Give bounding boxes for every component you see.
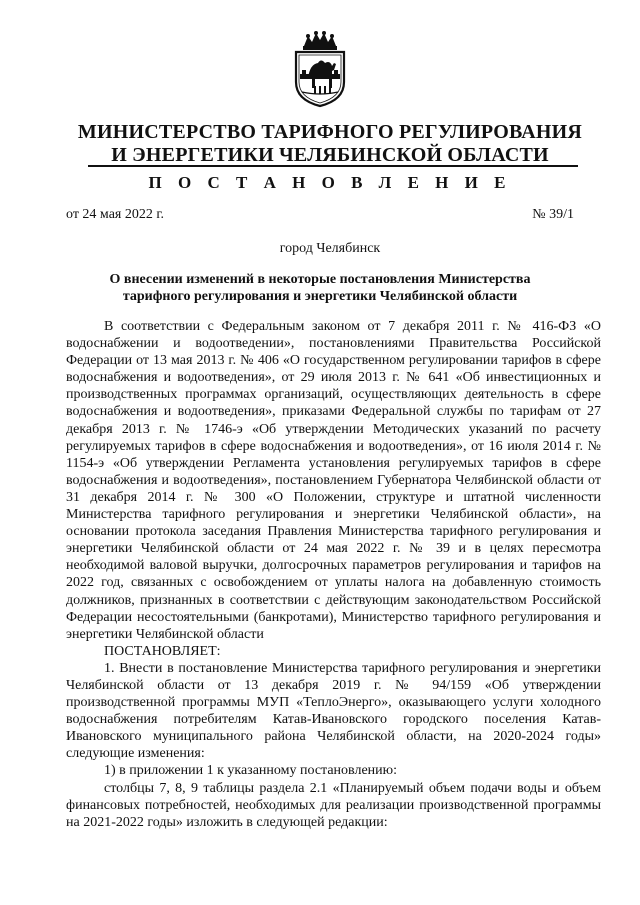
document-type-title: П О С Т А Н О В Л Е Н И Е: [148, 173, 512, 192]
subitem-1-text-paragraph: столбцы 7, 8, 9 таблицы раздела 2.1 «Планируемый объем подачи воды и объем финансовых потребностей, необходимых для реализации производственной программы на 2021-2022 годы» изложить в следующей редакции:: [66, 780, 601, 830]
ministry-name-line1: МИНИСТЕРСТВО ТАРИФНОГО РЕГУЛИРОВАНИЯ: [77, 121, 583, 143]
document-city: город Челябинск: [279, 241, 381, 256]
coat-of-arms-icon: [288, 30, 352, 108]
subitem-1-paragraph: 1) в приложении 1 к указанному постановлению:: [104, 763, 398, 779]
document-number: № 39/1: [532, 207, 574, 222]
preamble-paragraph: В соответствии с Федеральным законом от 7 декабря 2011 г. № 416-ФЗ «О водоснабжении и водоотведении», постановлениями Правительства Российской Федерации от 13 мая 2013 г. № 406 «О государственном регулировании тарифов в сфере водоснабжения и водоотведения», от 29 июля 2013 г. № 641 «Об инвестиционных и производственных программах организаций, осуществляющих деятельность в сфере водоснабжения и водоотведения», приказами Федеральной службы по тарифам от 27 декабря 2013 г. № 1746-э «Об утверждении Методических указаний по расчету регулируемых тарифов в сфере водоснабжения и водоотведения», от 16 июля 2014 г. № 1154-э «Об утверждении Регламента установления регулируемых тарифов в сфере водоснабжения и водоотведения», постановлением Губернатора Челябинской области от 31 декабря 2014 г. № 300 «О Положении, структуре и штатной численности Министерства тарифного регулирования и энергетики Челябинской области», на основании протокола заседания Правления Министерства тарифного регулирования и энергетики Челябинской области от 24 мая 2022 г. № 39 и в целях пересмотра необходимой валовой выручки, долгосрочных параметров регулирования и тарифов на 2022 год, связанных с освобождением от уплаты налога на добавленную стоимость должников, признанных в соответствии с действующим законодательством Российской Федерации несостоятельными (банкротами), Министерство тарифного регулирования и энергетики Челябинской области: [66, 319, 601, 642]
header-divider: [88, 165, 578, 167]
document-body: [66, 318, 601, 831]
document-subject: О внесении изменений в некоторые постановления Министерства тарифного регулирования и энергетики Челябинской области: [109, 272, 531, 304]
document-date: от 24 мая 2022 г.: [66, 207, 165, 222]
ministry-name-line2: И ЭНЕРГЕТИКИ ЧЕЛЯБИНСКОЙ ОБЛАСТИ: [111, 144, 549, 166]
resolves-heading: ПОСТАНОВЛЯЕТ:: [104, 643, 221, 659]
item-1-paragraph: 1. Внести в постановление Министерства тарифного регулирования и энергетики Челябинской области от 13 декабря 2019 г. № 94/159 «Об утверждении производственной программы МУП «ТеплоЭнерго», оказывающего услуги холодного водоснабжения потребителям Катав-Ивановского городского поселения Катав-Ивановского муниципального района Челябинской области, на 2020-2024 годы» следующие изменения:: [66, 660, 601, 762]
